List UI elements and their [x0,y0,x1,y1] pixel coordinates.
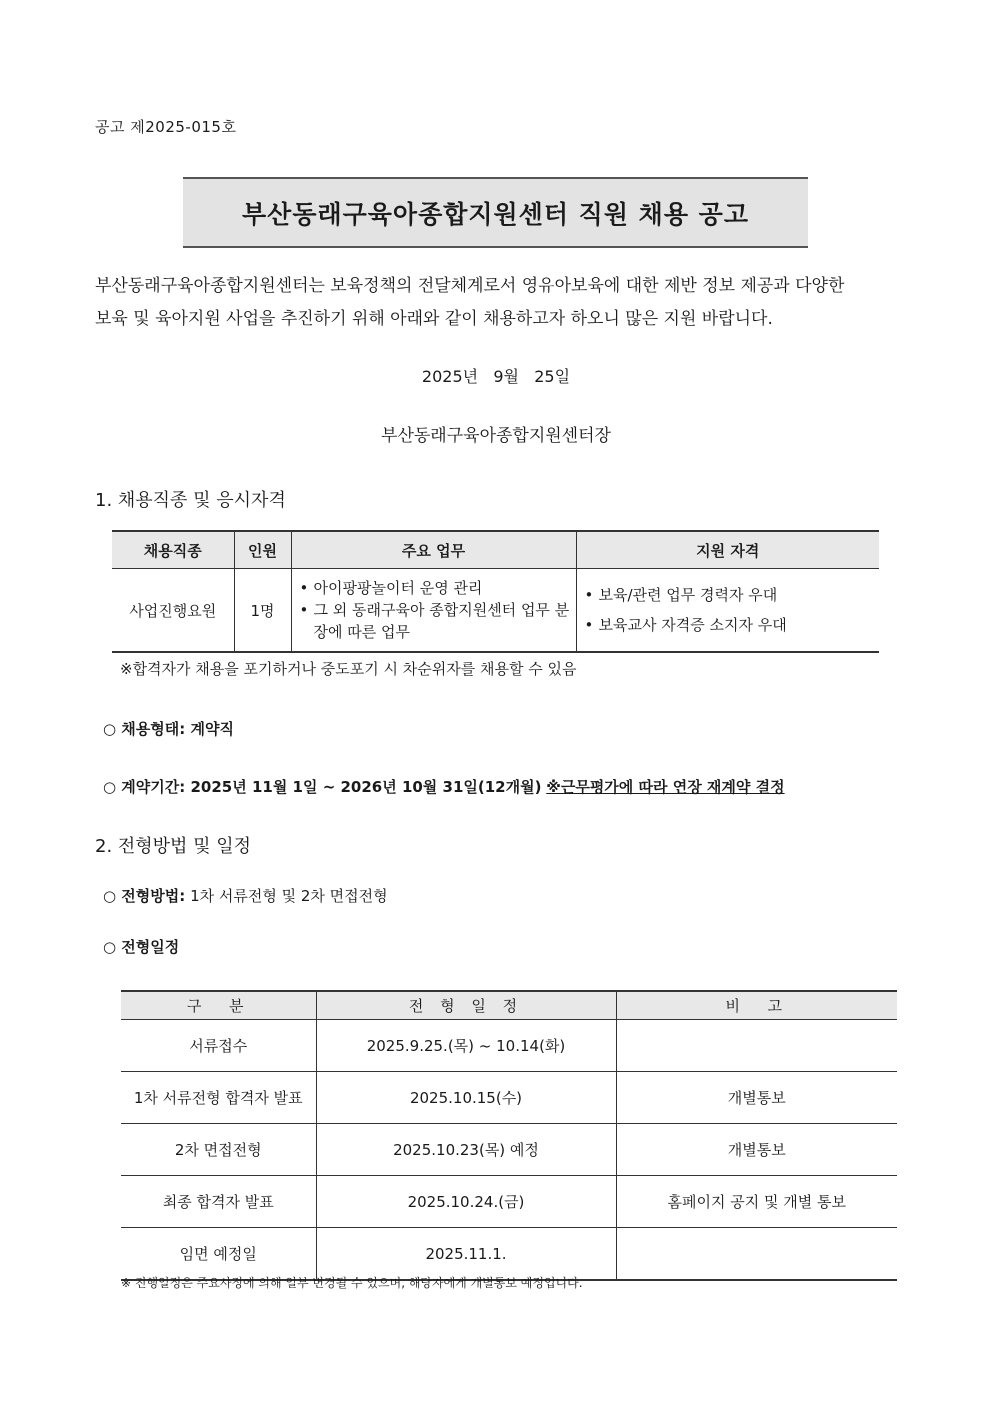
section2-heading: 2. 전형방법 및 일정 [95,836,252,857]
contract-period-text: ○ 계약기간: 2025년 11월 1일 ~ 2026년 10월 31일(12개월) [103,778,542,796]
table-row [112,569,879,653]
header-cell: 비 고 [616,991,897,1020]
duties-cell [291,569,576,653]
header-cell: 채용직종 [112,531,234,569]
stage-cell: 임면 예정일 [121,1228,316,1281]
organization-signature: 부산동래구육아종합지원센터장 [381,426,611,446]
table-row [121,1228,897,1281]
duty-item: • 아이팡팡놀이터 운영 관리 [298,577,575,599]
page-title: 부산동래구육아종합지원센터 직원 채용 공고 [242,199,749,229]
table-header-row [121,991,897,1020]
notice-number: 공고 제2025-015호 [95,118,237,136]
remark-cell: 개별통보 [616,1072,897,1124]
intro-line: 부산동래구육아종합지원센터는 보육정책의 전달체계로서 영유아보육에 대한 제반 정보 제공과 다양한 [95,276,845,296]
stage-cell: 서류접수 [121,1020,316,1072]
header-cell: 지원 자격 [576,531,879,569]
replacement-note: ※합격자가 채용을 포기하거나 중도포기 시 차순위자를 채용할 수 있음 [120,660,577,678]
schedule-note: ※ 진행일정은 주요사정에 의해 일부 변경될 수 있으며, 해당자에게 개별통보 예정입니다. [121,1276,583,1290]
duty-item: • 그 외 동래구육아 종합지원센터 업무 분장에 따른 업무 [298,599,575,643]
schedule-label: ○ 전형일정 [103,938,180,956]
remark-cell [616,1228,897,1281]
job-table [112,530,879,653]
table-row [121,1176,897,1228]
date-cell: 2025.10.15(수) [316,1072,616,1124]
schedule-table [121,990,897,1281]
date-cell: 2025.10.24.(금) [316,1176,616,1228]
job-title-cell: 사업진행요원 [112,569,234,653]
remark-cell: 홈페이지 공지 및 개별 통보 [616,1176,897,1228]
date-cell: 2025.9.25.(목) ~ 10.14(화) [316,1020,616,1072]
qualifications-cell [576,569,879,653]
intro-paragraph [95,270,905,336]
stage-cell: 2차 면접전형 [121,1124,316,1176]
announcement-date: 2025년 9월 25일 [421,367,571,386]
qualification-item: • 보육교사 자격증 소지자 우대 [583,610,879,640]
employment-type-text: ○ 채용형태: 계약직 [103,720,234,738]
header-cell: 구 분 [121,991,316,1020]
stage-cell: 최종 합격자 발표 [121,1176,316,1228]
table-row [121,1124,897,1176]
header-cell: 주요 업무 [291,531,576,569]
intro-line: 보육 및 육아지원 사업을 추진하기 위해 아래와 같이 채용하고자 하오니 많은 지원 바랍니다. [95,309,773,329]
qualification-item: • 보육/관련 업무 경력자 우대 [583,580,879,610]
headcount-cell: 1명 [234,569,291,653]
employment-type [103,718,234,739]
selection-method-value: 1차 서류전형 및 2차 면접전형 [190,887,388,905]
date-cell: 2025.11.1. [316,1228,616,1281]
schedule-heading [103,936,179,957]
remark-cell [616,1020,897,1072]
header-cell: 인원 [234,531,291,569]
remark-cell: 개별통보 [616,1124,897,1176]
table-row [121,1072,897,1124]
header-cell: 전 형 일 정 [316,991,616,1020]
table-row [121,1020,897,1072]
stage-cell: 1차 서류전형 합격자 발표 [121,1072,316,1124]
title-banner [183,177,808,248]
date-cell: 2025.10.23(목) 예정 [316,1124,616,1176]
selection-method-label: ○ 전형방법: [103,887,186,905]
table-header-row [112,531,879,569]
section1-heading: 1. 채용직종 및 응시자격 [95,490,286,511]
contract-period [103,776,785,797]
contract-note: ※근무평가에 따라 연장 재계약 결정 [546,778,785,796]
selection-method [103,885,388,906]
